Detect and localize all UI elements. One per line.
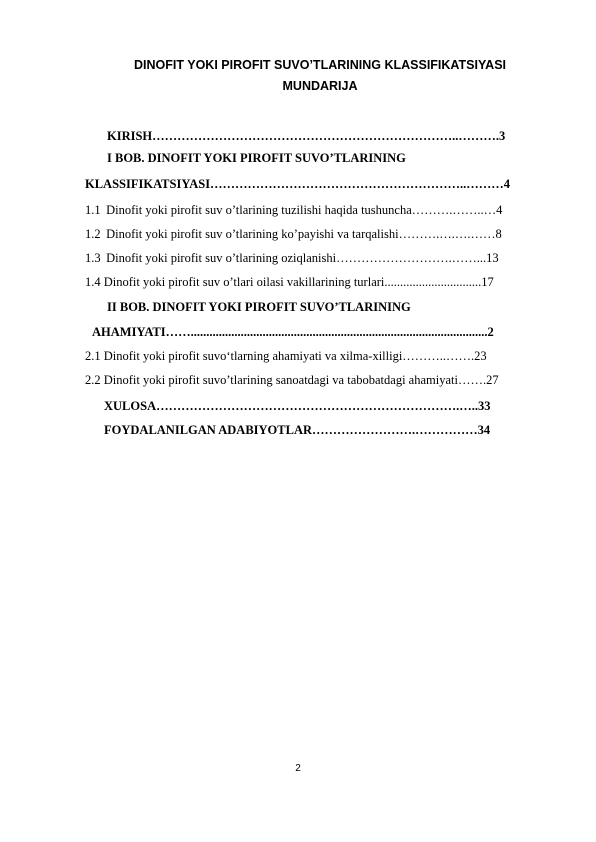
toc-entry-1-3 bbox=[85, 250, 555, 266]
toc-entry-foydalanilgan-adabiyotlar: FOYDALANILGAN ADABIYOTLAR…………………….……………34 bbox=[104, 423, 491, 437]
toc-chapter-1-title: I BOB. DINOFIT YOKI PIROFIT SUVO’TLARINING bbox=[107, 151, 406, 165]
toc-chapter-1-title-cont: KLASSIFIKATSIYASI……………………………………………………..………4 bbox=[85, 177, 511, 191]
toc-entry-text: Dinofit yoki pirofit suv o’tlarining oziqlanishi……………………….……...13 bbox=[106, 251, 499, 265]
toc-entry-number: 1.2 bbox=[85, 227, 101, 241]
toc-entry-text: Dinofit yoki pirofit suv o’tlarining ko’payishi va tarqalishi……….….….……8 bbox=[106, 227, 502, 241]
toc-entry-1-4: 1.4 Dinofit yoki pirofit suv o’tlari oilasi vakillarining turlari...............................17 bbox=[85, 275, 494, 289]
toc-entry-1-2 bbox=[85, 226, 555, 242]
document-title: DINOFIT YOKI PIROFIT SUVO’TLARINING KLASSIFIKATSIYASI bbox=[133, 58, 506, 72]
toc-entry-1-1 bbox=[85, 202, 555, 218]
toc-chapter-2-title-cont: AHAMIYATI……...............................................................................................2 bbox=[92, 325, 494, 339]
toc-entry-number: 1.3 bbox=[85, 251, 101, 265]
toc-entry-2-2: 2.2 Dinofit yoki pirofit suvo’tlarining sanoatdagi va tabobatdagi ahamiyati…….27 bbox=[85, 373, 499, 387]
toc-entry-kirish: KIRISH………………………………………………………………..……….3 bbox=[107, 129, 506, 143]
toc-chapter-2-title: II BOB. DINOFIT YOKI PIROFIT SUVO’TLARINING bbox=[107, 300, 411, 314]
toc-entry-2-1: 2.1 Dinofit yoki pirofit suvo‘tlarning ahamiyati va xilma-xilligi………..…….23 bbox=[85, 349, 487, 363]
toc-heading: MUNDARIJA bbox=[282, 79, 358, 93]
toc-entry-xulosa: XULOSA……………………………………………………………….…..33 bbox=[104, 399, 491, 413]
toc-entry-text: Dinofit yoki pirofit suv o’tlarining tuzilishi haqida tushuncha……….……..…4 bbox=[106, 203, 503, 217]
page-number: 2 bbox=[295, 763, 301, 774]
toc-entry-number: 1.1 bbox=[85, 203, 101, 217]
